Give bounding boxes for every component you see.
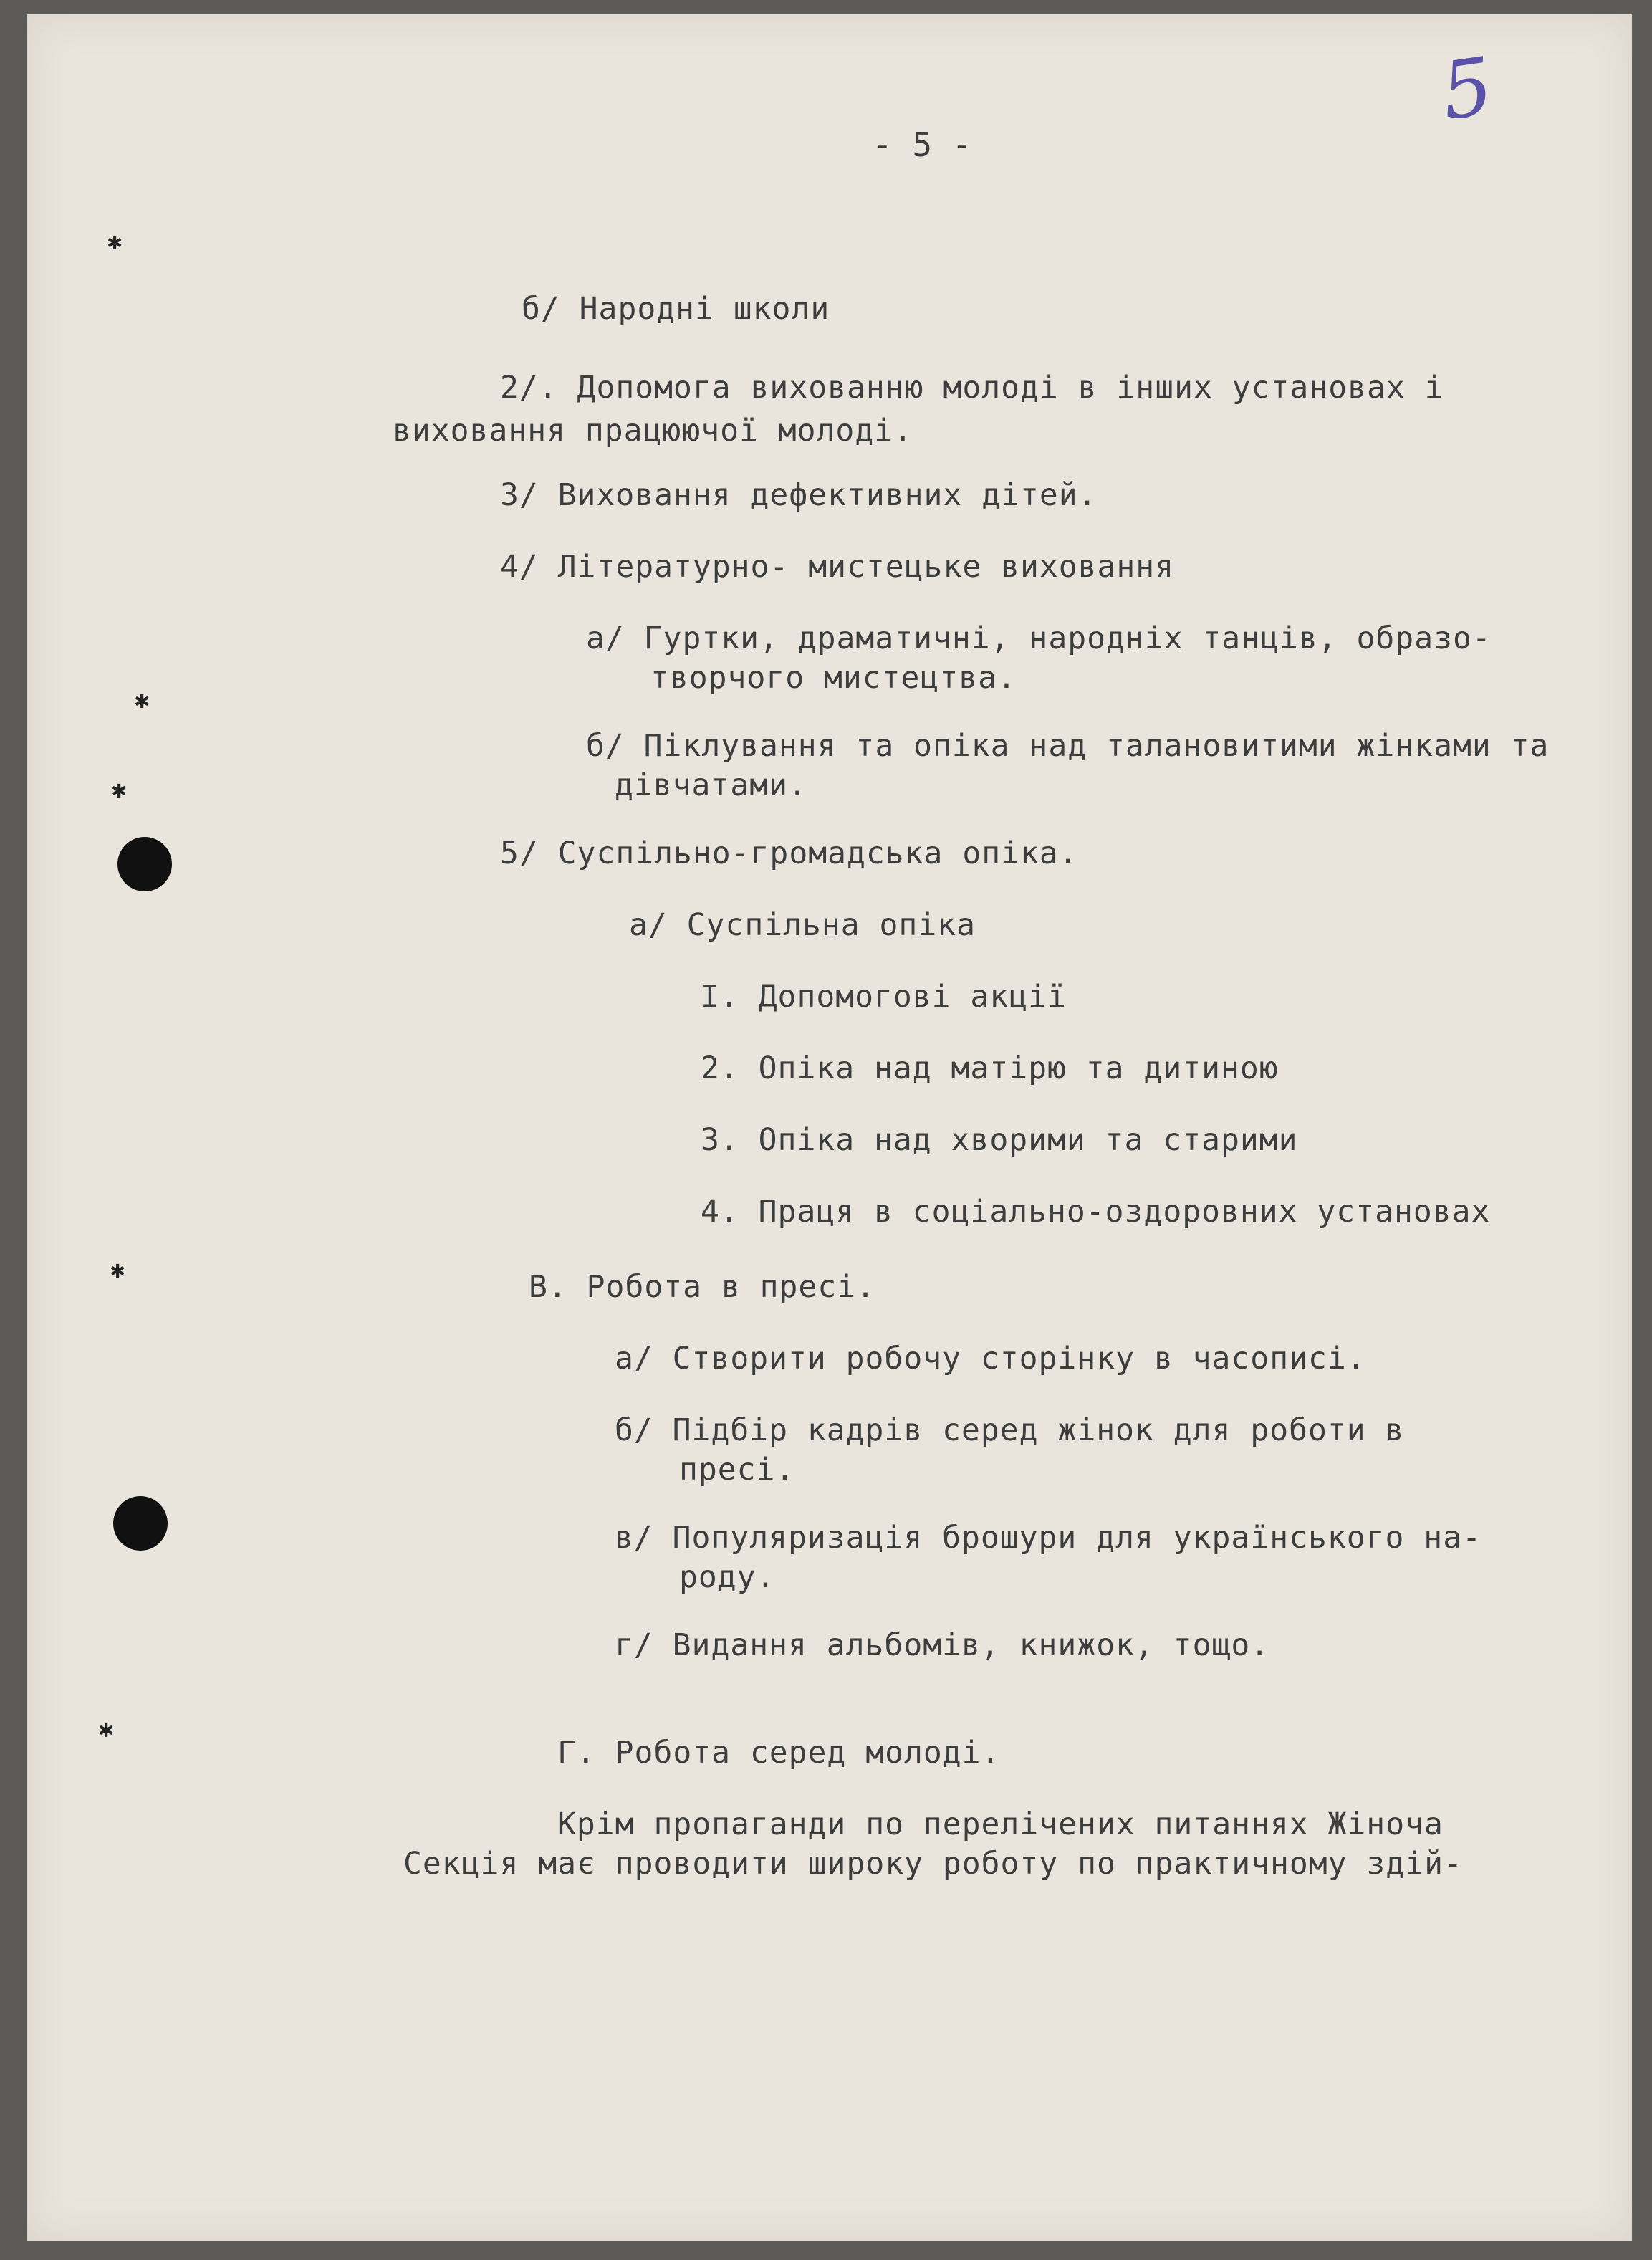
text-line: 3/ Виховання дефективних дітей. xyxy=(500,477,1098,513)
paper-speck: ✱ xyxy=(107,227,123,256)
punch-hole-bottom xyxy=(113,1496,168,1551)
text-line: виховання працюючої молоді. xyxy=(393,413,913,449)
text-line: б/ Піклування та опіка над талановитими жінками та xyxy=(586,728,1550,764)
text-line: б/ Народні школи xyxy=(522,291,830,327)
handwritten-page-number: 5 xyxy=(1436,39,1499,138)
text-line: Г. Робота серед молоді. xyxy=(557,1735,1001,1771)
text-line: б/ Підбір кадрів серед жінок для роботи в xyxy=(615,1412,1405,1448)
text-line: 2/. Допомога вихованню молоді в інших установах і xyxy=(500,370,1444,406)
punch-hole-top xyxy=(117,837,172,891)
text-line: 4/ Літературно- мистецьке виховання xyxy=(500,549,1175,585)
text-line: Крім пропаганди по перелічених питаннях Жіноча xyxy=(557,1806,1444,1842)
paper-speck: ✱ xyxy=(110,1255,125,1284)
text-line: а/ Створити робочу сторінку в часописі. xyxy=(615,1341,1366,1376)
text-line: 2. Опіка над матірю та дитиною xyxy=(701,1050,1279,1086)
text-line: роду. xyxy=(679,1559,776,1595)
page-number: - 5 - xyxy=(873,125,972,164)
text-line: г/ Видання альбомів, книжок, тощо. xyxy=(615,1627,1270,1663)
paper-speck: ✱ xyxy=(112,775,127,804)
text-line: в/ Популяризація брошури для українського на- xyxy=(615,1520,1481,1556)
paper-speck: ✱ xyxy=(99,1715,114,1743)
text-line: творчого мистецтва. xyxy=(650,660,1017,696)
text-line: 4. Праця в соціально-оздоровних установах xyxy=(701,1194,1491,1230)
text-line: а/ Гуртки, драматичні, народніх танців, образо- xyxy=(586,621,1492,656)
text-line: дівчатами. xyxy=(615,767,807,803)
text-line: а/ Суспільна опіка xyxy=(629,907,976,943)
text-line: І. Допомогові акції xyxy=(701,979,1067,1015)
paper-speck: ✱ xyxy=(135,686,150,714)
text-line: Секція має проводити широку роботу по практичному здій- xyxy=(403,1846,1463,1882)
text-line: 3. Опіка над хворими та старими xyxy=(701,1122,1298,1158)
document-page xyxy=(27,14,1632,2241)
text-line: В. Робота в пресі. xyxy=(529,1269,875,1305)
text-line: пресі. xyxy=(679,1452,795,1488)
text-line: 5/ Суспільно-громадська опіка. xyxy=(500,835,1078,871)
